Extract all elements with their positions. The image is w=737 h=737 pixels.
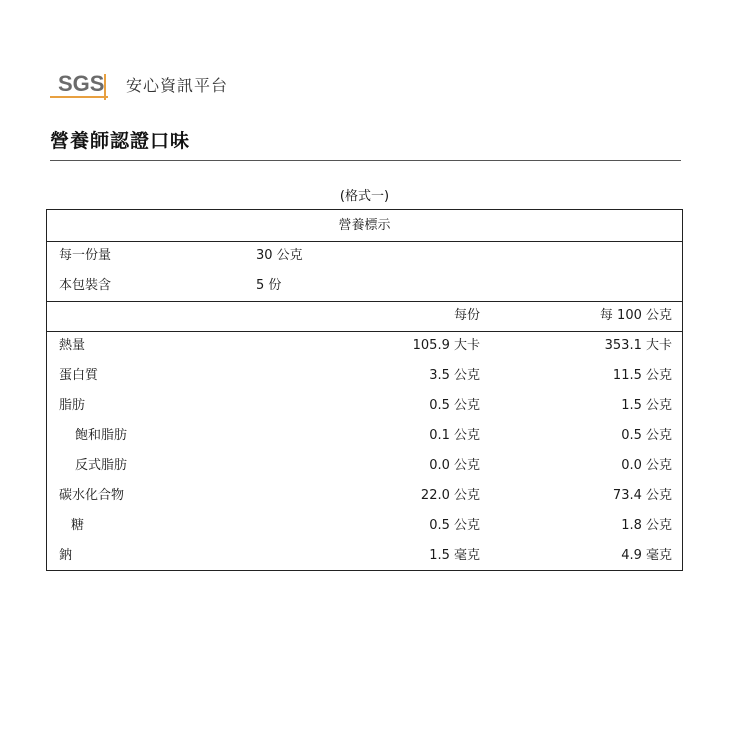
site-header [50, 68, 228, 100]
nutrient-label: 鈉 [59, 548, 73, 563]
nutrient-per-serving: 3.5 公克 [429, 368, 480, 383]
logo-underline-accent [50, 96, 108, 98]
nutrient-label: 蛋白質 [59, 368, 99, 383]
serving-size-label: 每一份量 [59, 248, 112, 263]
nutrient-per-serving: 1.5 毫克 [429, 548, 480, 563]
table-row [47, 361, 682, 391]
nutrient-per-100g: 73.4 公克 [612, 488, 672, 503]
nutrient-per-100g: 0.5 公克 [621, 428, 672, 443]
table-row [47, 451, 682, 481]
sgs-logo[interactable] [50, 68, 110, 100]
nutrient-per-100g: 0.0 公克 [621, 458, 672, 473]
nutrient-per-100g: 353.1 大卡 [604, 338, 672, 353]
table-row [47, 541, 682, 571]
column-header-per-serving: 每份 [453, 308, 480, 323]
nutrient-label: 糖 [71, 518, 85, 533]
nutrient-per-serving: 22.0 公克 [420, 488, 480, 503]
nutrient-per-serving: 0.0 公克 [429, 458, 480, 473]
table-row [47, 391, 682, 421]
nutrient-per-100g: 4.9 毫克 [621, 548, 672, 563]
nutrient-label: 碳水化合物 [59, 488, 125, 503]
table-row [47, 481, 682, 511]
logo-tick-accent [104, 74, 106, 100]
servings-per-package-row [47, 271, 682, 301]
servings-per-package-value: 5 份 [256, 278, 282, 293]
nutrient-per-100g: 1.5 公克 [621, 398, 672, 413]
nutrient-per-serving: 0.5 公克 [429, 398, 480, 413]
page-title: 營養師認證口味 [50, 130, 191, 152]
table-row [47, 421, 682, 451]
nutrient-label: 反式脂肪 [75, 458, 128, 473]
format-label: (格式一) [339, 189, 390, 204]
servings-per-package-label: 本包裝含 [59, 278, 112, 293]
serving-size-value: 30 公克 [256, 248, 303, 263]
nutrient-per-serving: 0.5 公克 [429, 518, 480, 533]
nutrient-per-serving: 105.9 大卡 [412, 338, 480, 353]
nutrient-label: 熱量 [59, 338, 86, 353]
site-name: 安心資訊平台 [126, 75, 229, 95]
nutrient-per-100g: 1.8 公克 [621, 518, 672, 533]
serving-size-row [47, 241, 682, 271]
nutrient-per-100g: 11.5 公克 [612, 368, 672, 383]
column-header-per-100g: 每 100 公克 [599, 308, 672, 323]
nutrition-facts-table [46, 209, 683, 571]
table-row [47, 511, 682, 541]
table-row [47, 331, 682, 361]
table-title: 營養標示 [338, 218, 391, 233]
sgs-logo-text: SGS [58, 71, 105, 96]
table-title-row [47, 211, 682, 241]
nutrient-label: 脂肪 [59, 398, 86, 413]
title-divider [50, 160, 681, 161]
nutrient-per-serving: 0.1 公克 [429, 428, 480, 443]
column-header-row [47, 301, 682, 331]
nutrient-label: 飽和脂肪 [75, 428, 128, 443]
